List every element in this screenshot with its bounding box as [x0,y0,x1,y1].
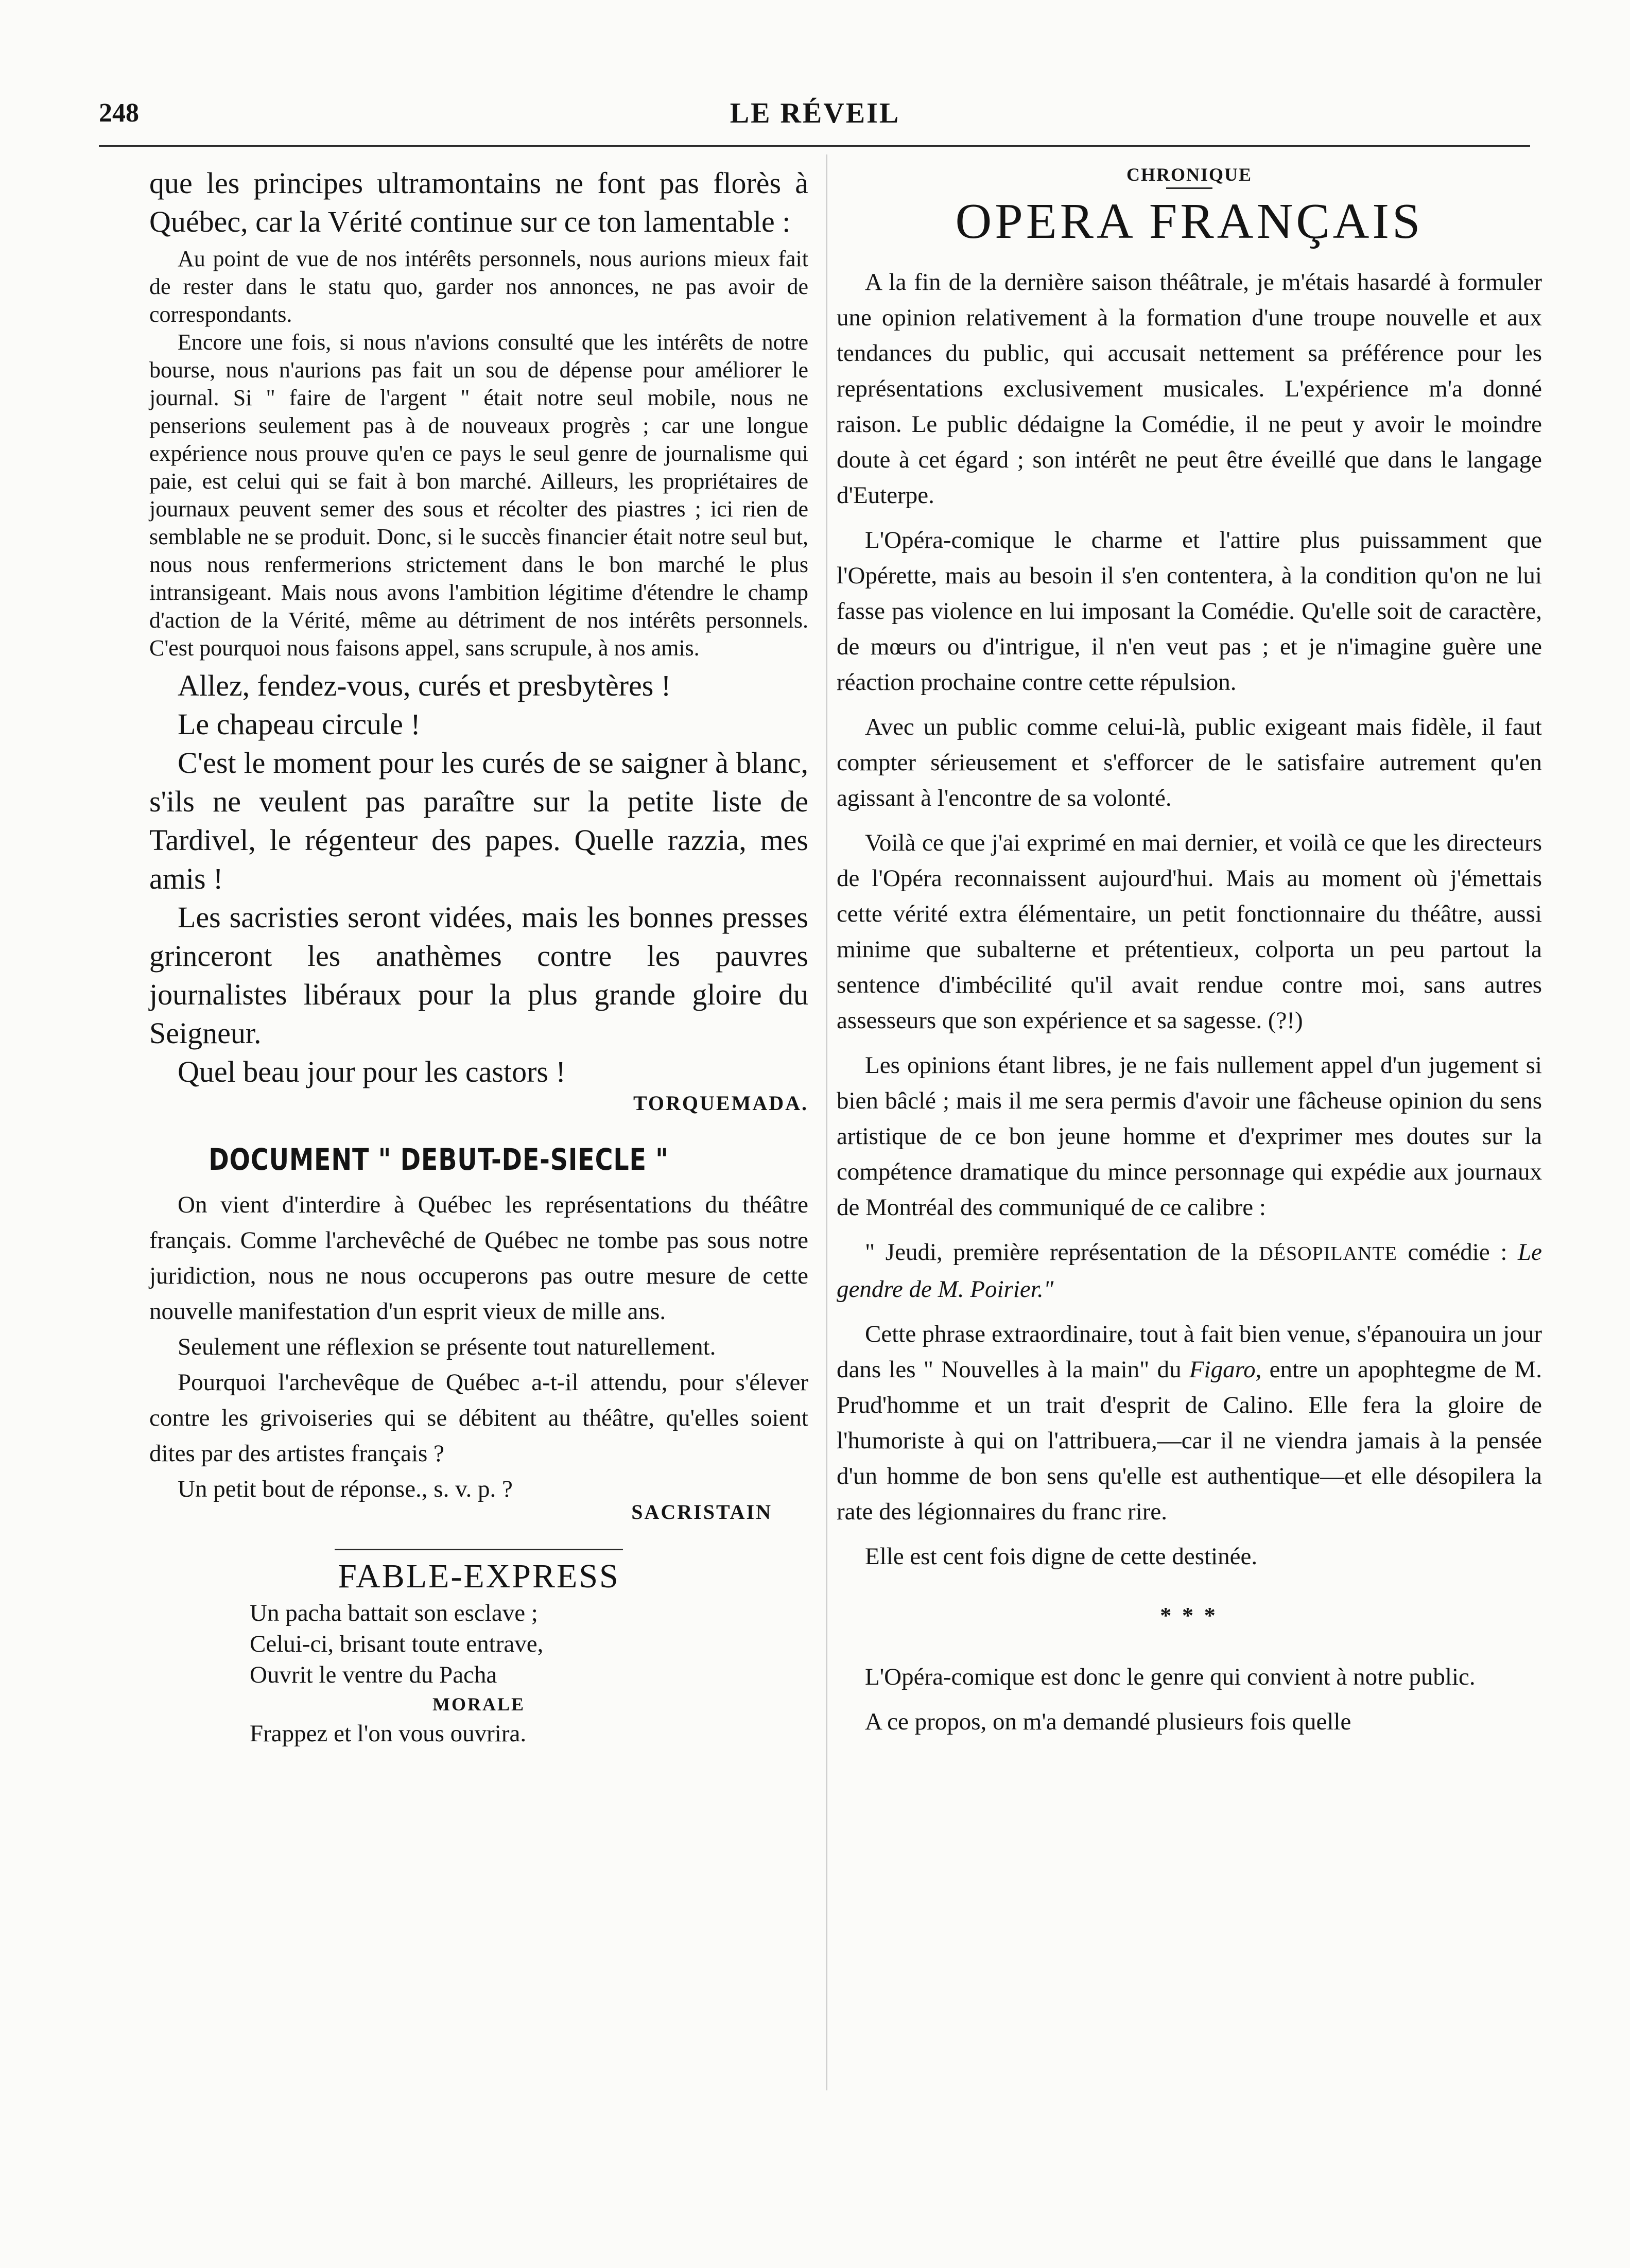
figaro-text-c: entre un apophtegme de M. Prud'homme et un trait d'esprit de Calino. Elle fera la gloire de l'humoriste à qui on l'attribuera,—car il ne viendra jamais à la pensée d'un homme de bon sens qu'elle est authentique—et elle désopilera la rate des légionnaires du franc rire. [837,1356,1542,1525]
document-paragraph-3: Pourquoi l'archevêque de Québec a-t-il attendu, pour s'élever contre les grivoiseries qui se débitent au théâtre, qu'elles soient dites par des artistes français ? [149,1369,808,1467]
paragraph-destinee: Elle est cent fois digne de cette destinée. [865,1543,1258,1570]
paragraph-figaro [837,1317,1542,1530]
paragraph-castors: Quel beau jour pour les castors ! [178,1055,566,1088]
exclamation-2: Le chapeau circule ! [178,707,421,741]
article-paragraph: L'Opéra-comique le charme et l'attire plus puissamment que l'Opérette, mais au besoin il s'en contentera, à la condition qu'on ne lui fasse pas violence en lui imposant la Comédie. Qu'elle soit de caractère, de mœurs ou d'intrigue, il n'en veut pas ; et je n'imagine guère une réaction prochaine contre cette répulsion. [837,527,1542,696]
paragraph-opera-comique: L'Opéra-comique est donc le genre qui convient à notre public. [865,1664,1476,1690]
left-column [149,164,808,1749]
right-column [837,164,1542,1740]
fable-line: Ouvrit le ventre du Pacha [250,1661,497,1688]
figaro-name: Figaro, [1189,1356,1262,1383]
intro-paragraph: que les principes ultramontains ne font pas florès à Québec, car la Vérité continue sur ce ton lamentable : [149,166,808,238]
quote-play-title: Le gendre de M. Poirier." [837,1239,1542,1303]
document-paragraph-1: On vient d'interdire à Québec les représentations du théâtre français. Comme l'archevêché de Québec ne tombe pas sous notre juridiction, nous ne nous occuperons pas outre mesure de cette nouvelle manifestation d'un esprit vieux de mille ans. [149,1191,808,1325]
paragraph-propos: A ce propos, on m'a demandé plusieurs fois quelle [865,1708,1351,1735]
asterism: * * * [1160,1603,1219,1628]
quote-paragraph-2: Encore une fois, si nous n'avions consulté que les intérêts de notre bourse, nous n'aurions pas fait un sou de dépense pour améliorer le journal. Si " faire de l'argent " était notre seul mobile, nous ne penserions seulement pas à de nouveaux progrès ; car une longue expérience nous prouve qu'en ce pays le seul genre de journalisme qui paie, est celui qui se fait à bon marché. Ailleurs, les propriétaires de journaux peuvent semer des sous et récolter des piastres ; ici rien de semblable ne se produit. Donc, si le succès financier était notre seul but, nous nous renfermerions strictement dans le bon marché le plus intransigeant. Mais nous avons l'ambition légitime d'étendre le champ d'action de la Vérité, même au détriment de nos intérêts personnels. C'est pourquoi nous faisons appel, sans scrupule, à nos amis. [149,330,808,661]
document-paragraph-4: Un petit bout de réponse., s. v. p. ? [178,1476,513,1502]
running-title: LE RÉVEIL [730,97,900,129]
document-title: DOCUMENT " DEBUT-DE-SIECLE " [209,1142,669,1177]
fable-title: FABLE-EXPRESS [338,1557,620,1595]
fable-line: Celui-ci, brisant toute entrave, [250,1631,544,1657]
article-paragraph: Voilà ce que j'ai exprimé en mai dernier, et voilà ce que les directeurs de l'Opéra reconnaissent aujourd'hui. Mais au moment où j'émettais cette vérité extra élémentaire, un petit fonctionnaire du théâtre, aussi minime que subalterne et prétentieux, colporta un peu partout la sentence d'imbécilité qu'il avait rendue contre moi, sans autres assesseurs que son expérience et sa sagesse. (?!) [837,829,1542,1034]
column-divider [826,154,827,2090]
signature-torquemada: TORQUEMADA. [633,1092,808,1115]
figaro-text-a: Cette phrase extraordinaire, tout à fait bien venue, s'épanouira un jour dans les " Nouvelles à la main" du [837,1321,1542,1383]
header-rule [99,145,1530,147]
section-label-rule [1166,187,1212,189]
paragraph-sacristies: Les sacristies seront vidées, mais les bonnes presses grinceront les anathèmes contre les pauvres journalistes libéraux pour la plus grande gloire du Seigneur. [149,901,808,1050]
article-paragraph: A la fin de la dernière saison théâtrale, je m'étais hasardé à formuler une opinion relativement à la formation d'une troupe nouvelle et aux tendances du public, qui accusait nettement sa préférence pour les représentations exclusivement musicales. L'expérience m'a donné raison. Le public dédaigne la Comédie, il ne peut y avoir le moindre doute à cet égard ; son intérêt ne peut être éveillé que dans le langage d'Euterpe. [837,269,1542,509]
article-paragraph: Avec un public comme celui-là, public exigeant mais fidèle, il faut compter sérieusement et s'efforcer de le satisfaire autrement qu'en agissant à l'encontre de sa volonté. [837,714,1542,811]
section-label: CHRONIQUE [1126,164,1253,185]
quoted-announcement [837,1235,1542,1307]
article-paragraph: Les opinions étant libres, je ne fais nullement appel d'un jugement si bien bâclé ; mais il me sera permis d'avoir une fâcheuse opinion du sens artistique de ce bon jeune homme et d'exprimer mes doutes sur la compétence dramatique du mince personnage qui expédie aux journaux de Montréal des communiqué de ce calibre : [837,1052,1542,1221]
quote-line-1: " Jeudi, première représentation de la [865,1239,1248,1266]
article-title: OPERA FRANÇAIS [955,194,1424,249]
document-paragraph-2: Seulement une réflexion se présente tout naturellement. [178,1334,716,1360]
fable-separator [335,1549,623,1550]
exclamation-1: Allez, fendez-vous, curés et presbytères ! [178,669,671,702]
quote-line-2: comédie : [1408,1239,1507,1266]
fable-line: Un pacha battait son esclave ; [250,1600,538,1626]
morale-line: Frappez et l'on vous ouvrira. [250,1720,527,1747]
paragraph-saigner: C'est le moment pour les curés de se saigner à blanc, s'ils ne veulent pas paraître sur la petite liste de Tardivel, le régenteur des papes. Quelle razzia, mes amis ! [149,746,808,895]
quote-paragraph-1: Au point de vue de nos intérêts personnels, nous aurions mieux fait de rester dans le statu quo, garder nos annonces, ne pas avoir de correspondants. [149,246,808,327]
quote-caps: DÉSOPILANTE [1259,1243,1397,1265]
page-number: 248 [99,98,139,128]
morale-label: MORALE [432,1694,525,1715]
signature-sacristain: SACRISTAIN [631,1500,772,1523]
